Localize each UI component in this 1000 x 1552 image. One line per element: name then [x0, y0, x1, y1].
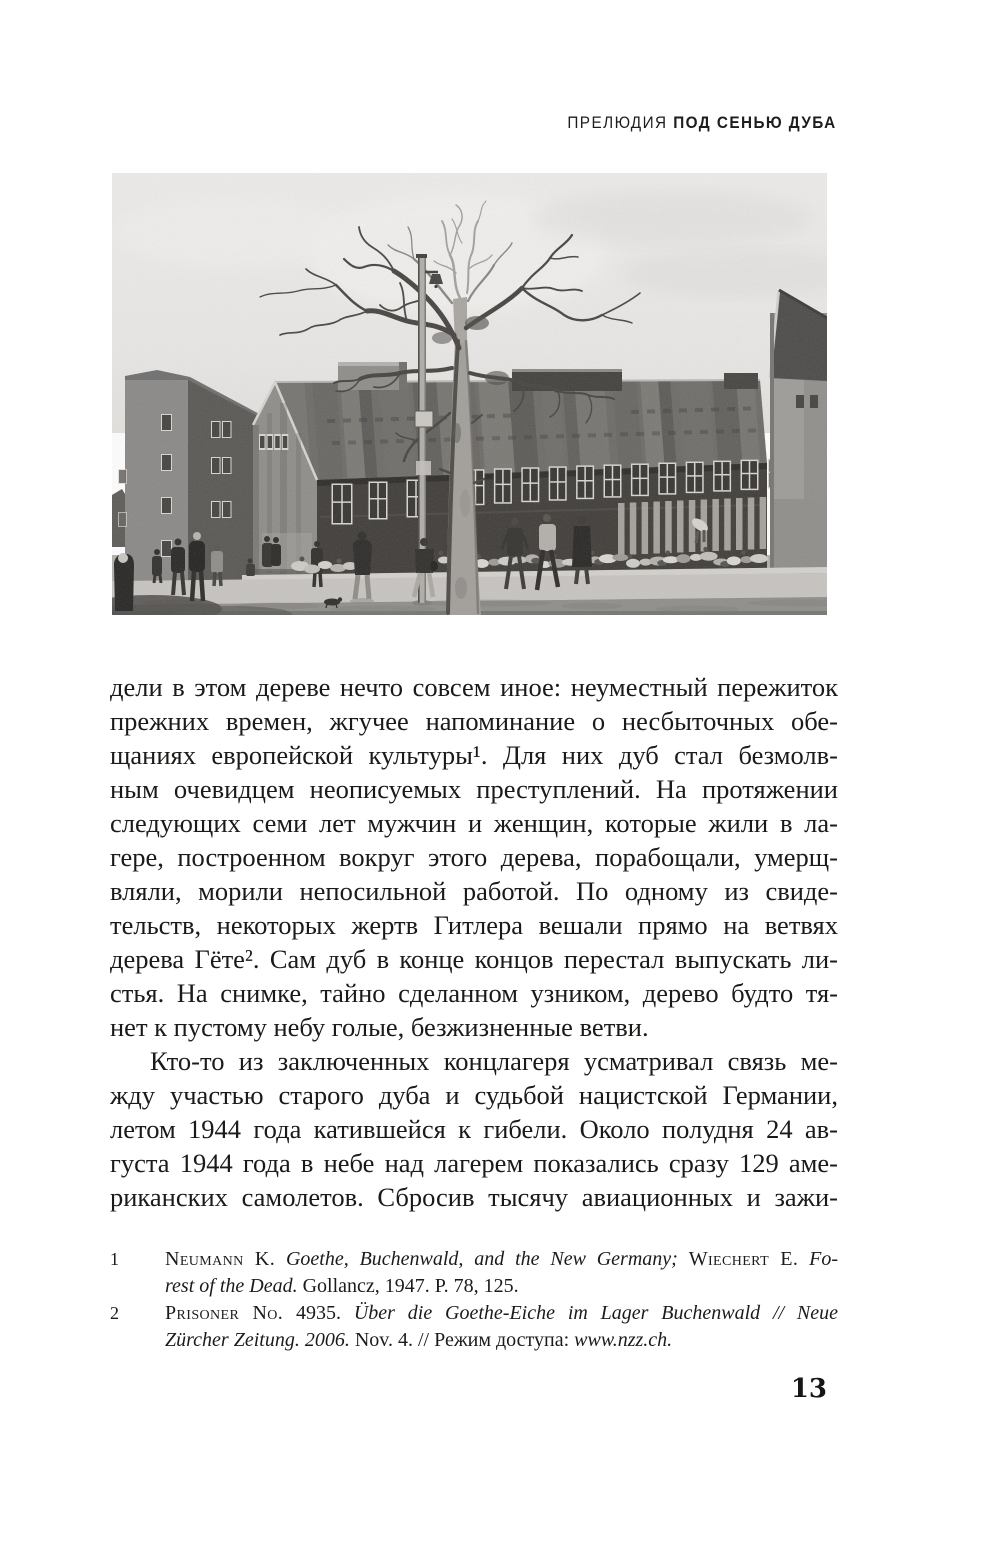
running-head — [432, 113, 972, 133]
footnote-title: Fo- — [798, 1248, 838, 1270]
camp-photograph — [112, 173, 827, 615]
body-line: щаниях европейской культуры¹. Для них дуб стал безмолв- — [110, 740, 838, 770]
body-line: тельств, некоторых жертв Гитлера вешали прямо на ветвях — [110, 910, 838, 940]
footnote-title: Zürcher Zeitung. 2006. — [165, 1329, 350, 1351]
body-line: следующих семи лет мужчин и женщин, которые жили в ла- — [110, 808, 838, 838]
running-head-section: ПРЕЛЮДИЯ — [567, 113, 668, 132]
footnote-title: Goethe, Buchenwald, and the New Germany; — [275, 1248, 678, 1270]
body-line: стья. На снимке, тайно сделанном узником, дерево будто тя- — [110, 978, 838, 1008]
body-line: летом 1944 года катившейся к гибели. Около полудня 24 ав- — [110, 1114, 838, 1144]
body-line: гере, построенном вокруг этого дерева, порабощали, умерщ- — [110, 842, 838, 872]
footnote-title: Über die Goethe-Eiche im Lager Buchenwald // Neue — [353, 1302, 838, 1324]
footnote-author: Prisoner No. — [165, 1302, 284, 1324]
body-line: густа 1944 года в небе над лагерем показались сразу 129 аме- — [110, 1148, 838, 1178]
body-line: жду участью старого дуба и судьбой нацистской Германии, — [110, 1080, 838, 1110]
footnote-ref: 4935. — [283, 1302, 354, 1324]
footnote-title: rest of the Dead. — [165, 1275, 298, 1297]
body-line: ным очевидцем неописуемых преступлений. На протяжении — [110, 774, 838, 804]
footnote-marker: 1 — [110, 1249, 119, 1269]
footnote-line — [165, 1300, 838, 1327]
footnote-author: Neumann K. — [165, 1248, 276, 1270]
footnote-line — [165, 1273, 838, 1300]
footnote-line — [165, 1246, 838, 1273]
body-line: прежних времен, жгучее напоминание о несбыточных обе- — [110, 706, 838, 736]
page-number: 13 — [790, 1374, 827, 1404]
footnote-url: www.nzz.ch. — [574, 1329, 673, 1351]
body-line: риканских самолетов. Сбросив тысячу авиационных и зажи- — [110, 1182, 838, 1212]
footnotes — [110, 1246, 838, 1354]
footnote-1 — [110, 1246, 838, 1300]
body-text — [110, 670, 838, 1214]
body-line: дерева Гёте². Сам дуб в конце концов перестал выпускать ли- — [110, 944, 838, 974]
footnote-marker: 2 — [110, 1303, 119, 1323]
body-line: Кто-то из заключенных концлагеря усматривал связь ме- — [150, 1046, 838, 1076]
footnote-line — [165, 1327, 838, 1354]
footnote-ref: Gollancz, 1947. P. 78, 125. — [297, 1275, 519, 1297]
footnote-author: Wiechert E. — [677, 1248, 799, 1270]
footnote-2 — [110, 1300, 838, 1354]
body-line: дели в этом дереве нечто совсем иное: неуместный пережиток — [110, 672, 838, 702]
running-head-chapter: ПОД СЕНЬЮ ДУБА — [673, 113, 837, 132]
body-line: нет к пустому небу голые, безжизненные ветви. — [110, 1012, 649, 1042]
body-line: вляли, морили непосильной работой. По одному из свиде- — [110, 876, 838, 906]
footnote-ref: Nov. 4. // Режим доступа: — [349, 1329, 575, 1351]
